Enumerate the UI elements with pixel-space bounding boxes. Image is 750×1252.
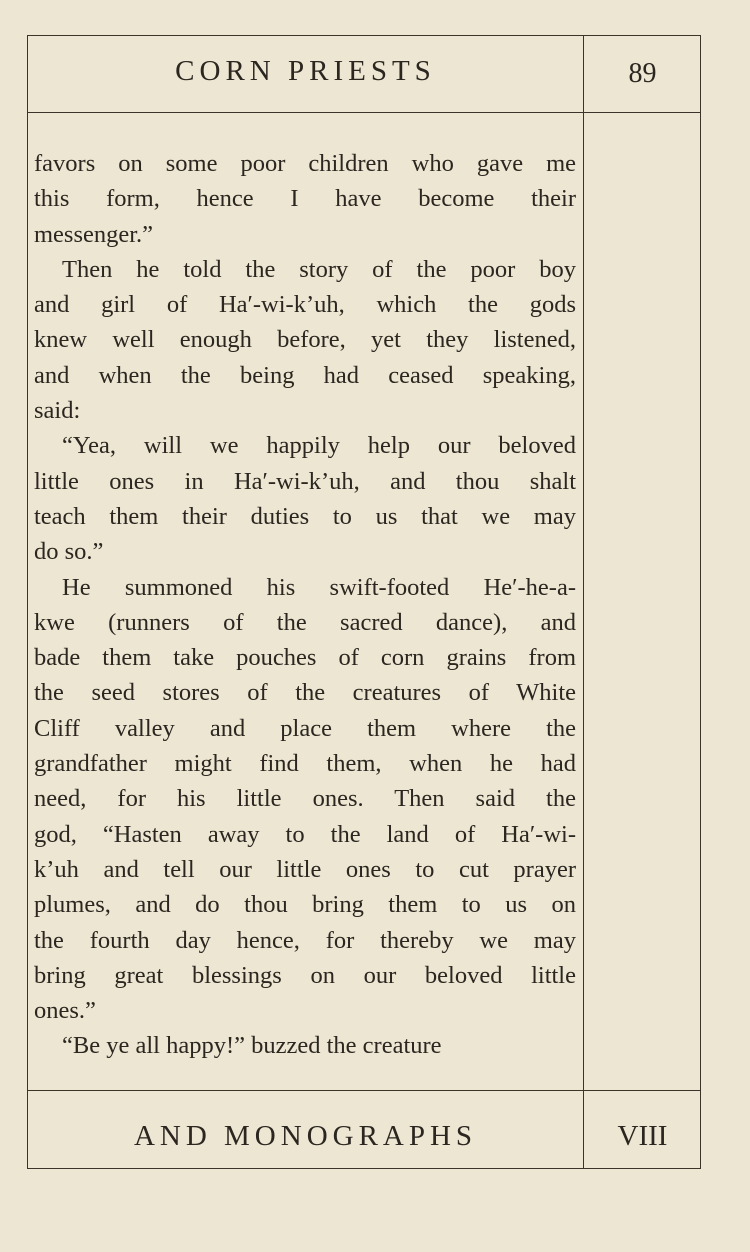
- text-line: favors on some poor children who gave me: [34, 150, 576, 177]
- running-footer-title: AND MONOGRAPHS: [133, 1120, 478, 1152]
- text-line: plumes, and do thou bring them to us on: [34, 891, 576, 919]
- text-line: and when the being had ceased speaking,: [34, 361, 576, 389]
- text-line: and girl of Ha′-wi-k’uh, which the gods: [34, 291, 576, 319]
- page-number: 89: [628, 58, 657, 89]
- text-line: “Be ye all happy!” buzzed the creature: [62, 1032, 442, 1060]
- text-line: ones.”: [34, 997, 96, 1025]
- text-line: bade them take pouches of corn grains from: [34, 644, 576, 672]
- text-line: the seed stores of the creatures of White: [34, 679, 576, 707]
- text-line: bring great blessings on our beloved little: [34, 961, 576, 989]
- text-line: Then he told the story of the poor boy: [62, 255, 576, 283]
- text-line: said:: [34, 397, 81, 425]
- text-line: little ones in Ha′-wi-k’uh, and thou shalt: [34, 467, 576, 495]
- text-line: the fourth day hence, for thereby we may: [34, 926, 576, 954]
- text-line: “Yea, will we happily help our beloved: [62, 432, 576, 460]
- text-line: kwe (runners of the sacred dance), and: [34, 608, 576, 636]
- text-line: need, for his little ones. Then said the: [34, 785, 576, 813]
- header-rule: [27, 112, 701, 113]
- footer-rule: [27, 1090, 701, 1091]
- body-text: [34, 146, 576, 1064]
- margin-column-rule: [583, 35, 584, 1169]
- text-line: grandfather might find them, when he had: [34, 750, 576, 778]
- text-line: knew well enough before, yet they listened,: [34, 326, 576, 354]
- text-line: do so.”: [34, 538, 104, 566]
- text-line: teach them their duties to us that we may: [34, 502, 576, 530]
- text-line: this form, hence I have become their: [34, 185, 576, 213]
- volume-number: VIII: [617, 1120, 668, 1152]
- text-line: messenger.”: [34, 220, 154, 248]
- text-line: Cliff valley and place them where the: [34, 714, 576, 742]
- text-line: He summoned his swift-footed He′-he-a-: [62, 573, 576, 601]
- text-line: k’uh and tell our little ones to cut prayer: [34, 855, 576, 883]
- text-line: god, “Hasten away to the land of Ha′-wi-: [34, 820, 576, 848]
- running-header-title: CORN PRIESTS: [175, 55, 436, 87]
